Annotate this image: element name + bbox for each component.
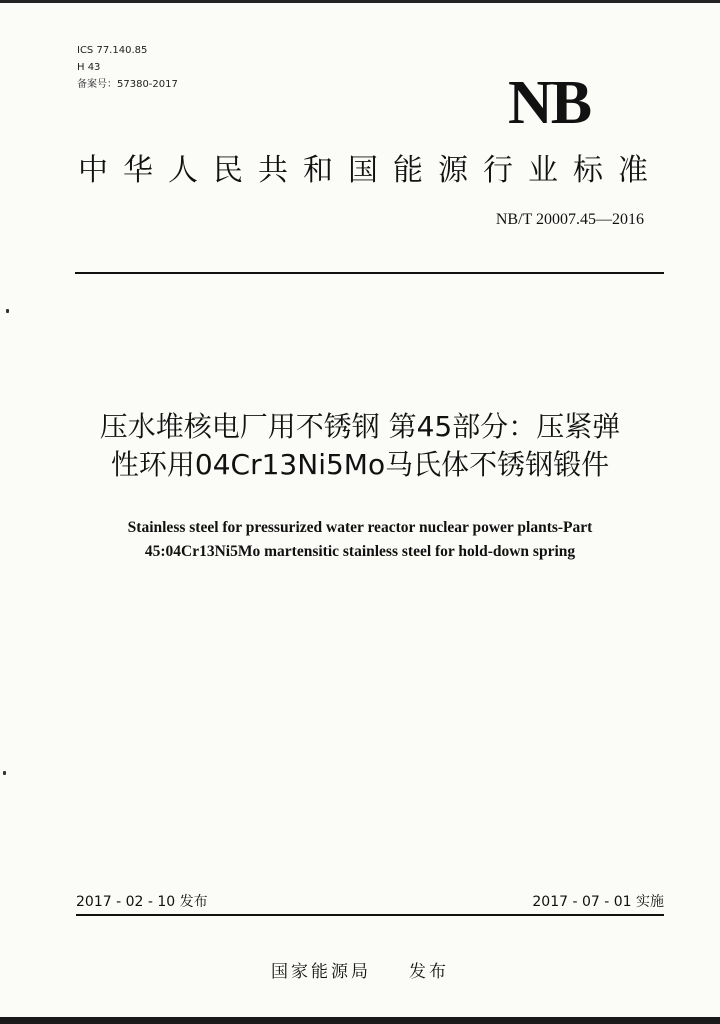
footer-divider — [76, 914, 664, 916]
title-chinese-line2: 性环用04Cr13Ni5Mo马氏体不锈钢锻件 — [110, 448, 610, 481]
title-chinese — [60, 408, 660, 484]
issuer-name: 国家能源局 — [271, 962, 371, 982]
category-code: H 43 — [77, 62, 101, 73]
scan-speck — [6, 309, 9, 313]
scan-edge-top — [0, 0, 720, 3]
nb-logo: NB — [508, 69, 591, 137]
title-english-line1: Stainless steel for pressurized water reactor nuclear power plants-Part — [127, 519, 593, 536]
issuer-line — [0, 961, 720, 983]
scan-speck — [3, 771, 6, 775]
header-divider — [75, 272, 664, 274]
title-english — [60, 516, 660, 564]
title-english-line2: 45:04Cr13Ni5Mo martensitic stainless steel for hold-down spring — [144, 543, 576, 560]
classification-block — [77, 42, 178, 93]
issue-date: 2017 - 02 - 10 发布 — [76, 894, 208, 910]
standard-name: 中华人民共和国能源行业标准 — [78, 153, 650, 188]
issuer-action: 发布 — [409, 962, 449, 982]
ics-code: ICS 77.140.85 — [77, 45, 148, 56]
filing-number: 备案号：57380-2017 — [77, 79, 178, 90]
effective-date: 2017 - 07 - 01 实施 — [532, 894, 664, 910]
standard-code: NB/T 20007.45—2016 — [495, 211, 644, 228]
scan-edge-bottom — [0, 1017, 720, 1024]
title-chinese-line1: 压水堆核电厂用不锈钢 第45部分：压紧弹 — [99, 410, 621, 443]
